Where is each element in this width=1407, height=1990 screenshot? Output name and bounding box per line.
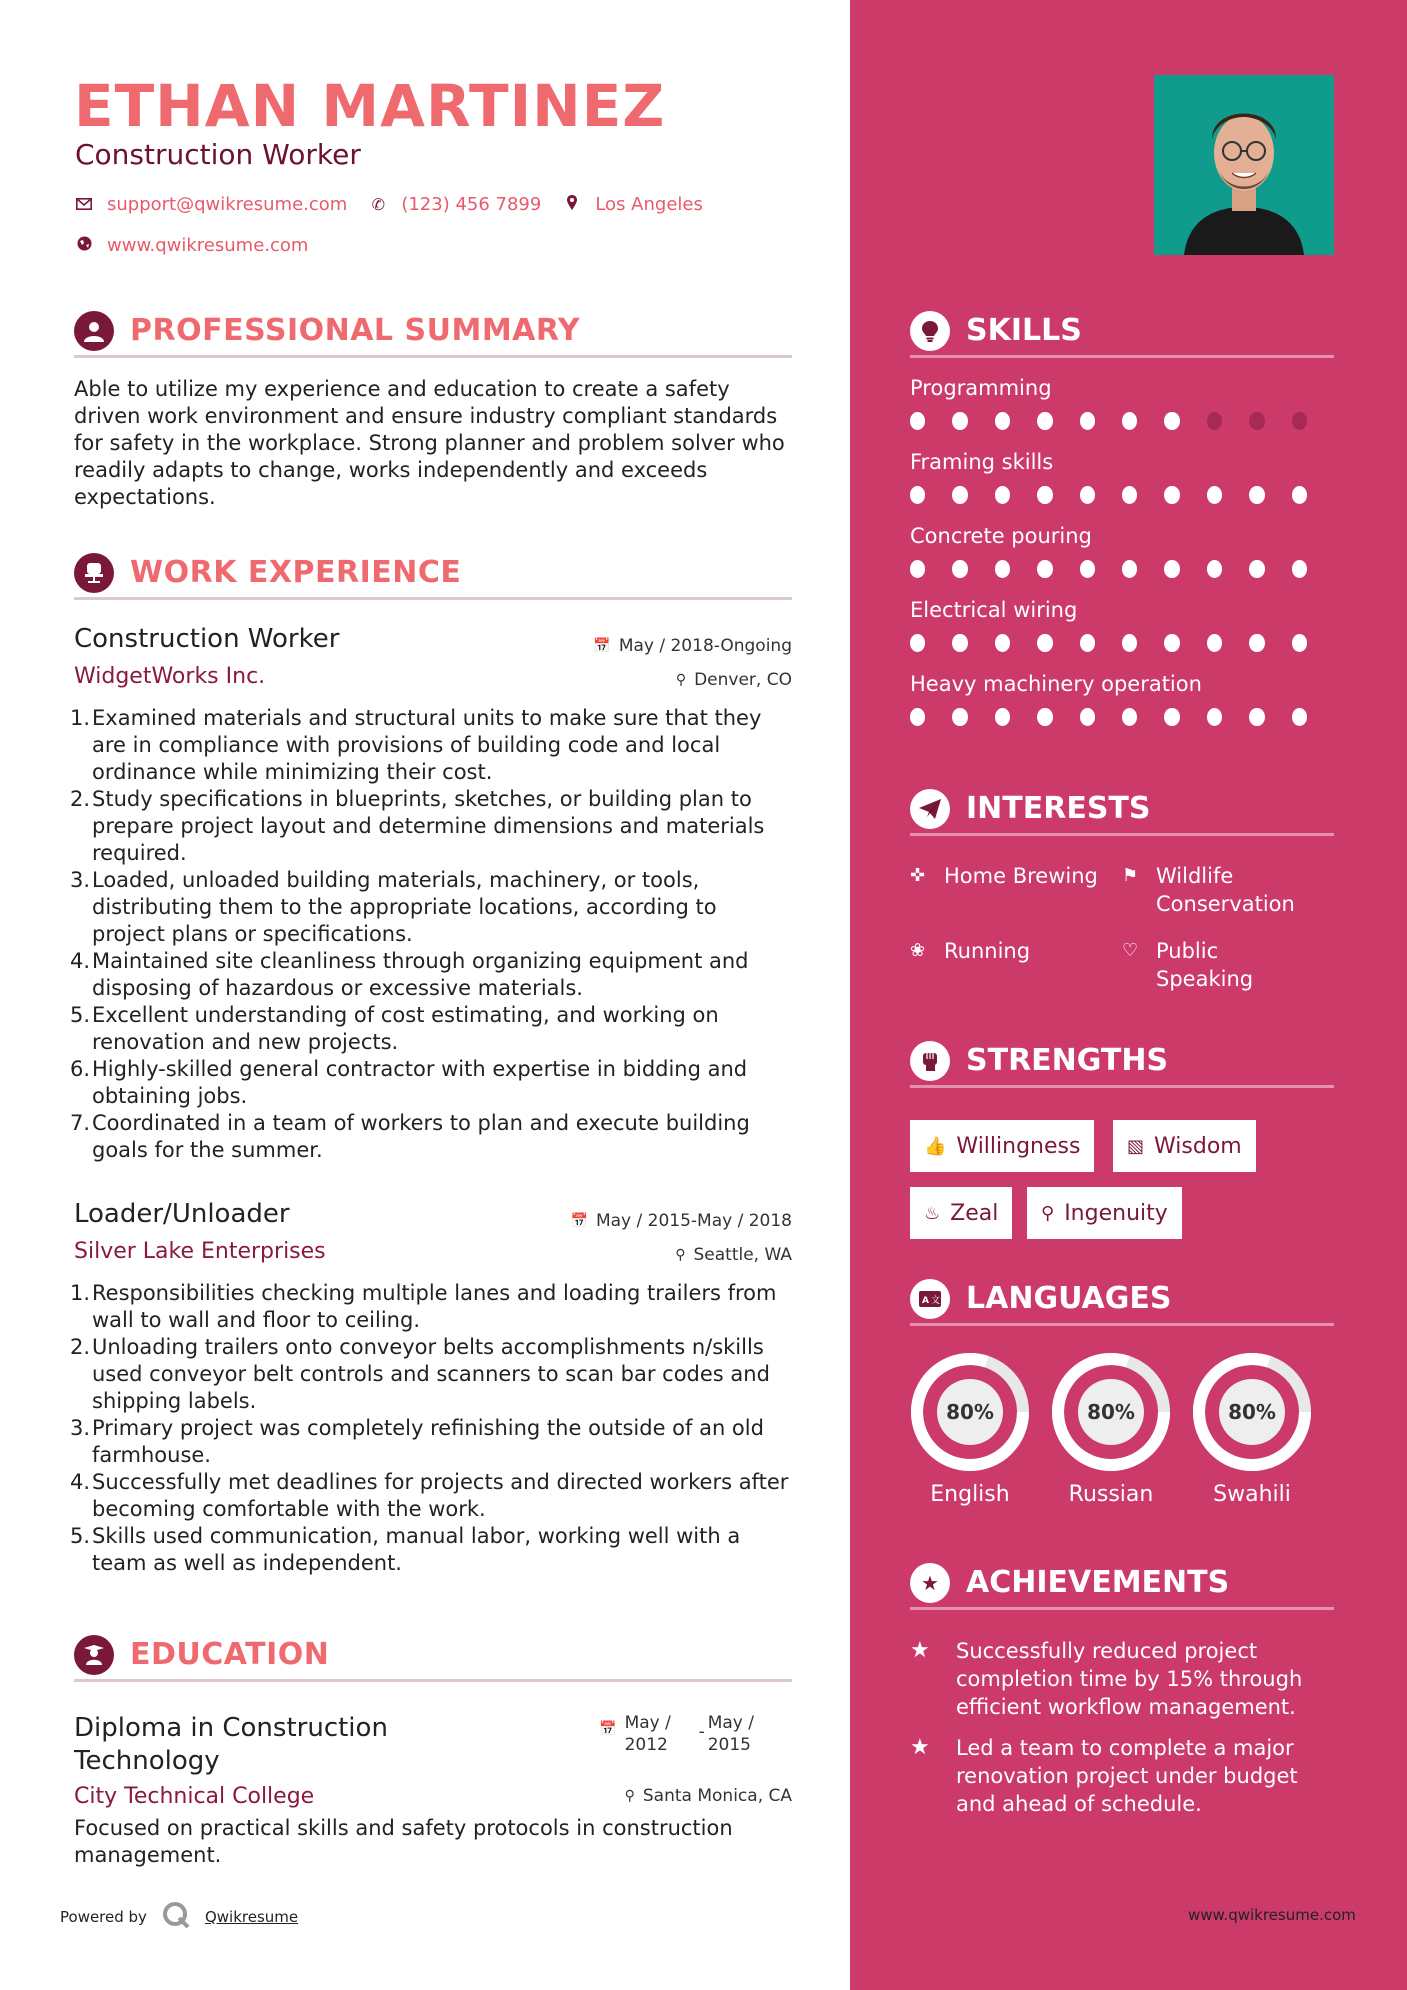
list-item: 5. Skills used communication, manual labor, working well with a team as well as independent. <box>70 1524 741 1575</box>
list-item: 1. Responsibilities checking multiple lanes and loading trailers from wall to wall and floor to ceiling. <box>70 1281 777 1332</box>
skill-row <box>910 450 1334 524</box>
interest-label: Running <box>944 939 1031 963</box>
skill-dot-filled <box>952 486 967 504</box>
thumbtack-icon: ⚲ <box>624 1788 635 1804</box>
skill-rating <box>910 634 1334 652</box>
skill-dot-filled <box>1249 634 1264 652</box>
fist-icon <box>910 1041 950 1081</box>
skill-dot-filled <box>910 560 925 578</box>
language-item <box>1192 1352 1312 1507</box>
list-item: 5. Excellent understanding of cost estimating, and working on renovation and new projects. <box>70 1003 719 1054</box>
thumbtack-icon: ⚲ <box>675 672 687 688</box>
candidate-role: Construction Worker <box>75 138 361 171</box>
skill-rating <box>910 560 1334 578</box>
interest-item <box>1122 862 1295 918</box>
skill-dot-filled <box>1080 708 1095 726</box>
qwikresume-link[interactable]: Qwikresume <box>204 1908 299 1926</box>
education-description: Focused on practical skills and safety protocols in construction management. <box>74 1816 733 1867</box>
degree-line-1: Diploma in Construction <box>74 1713 388 1743</box>
education-title: EDUCATION <box>130 1637 330 1672</box>
skill-dot-filled <box>952 634 967 652</box>
job-title: Loader/Unloader <box>74 1199 290 1229</box>
skill-dot-filled <box>1037 708 1052 726</box>
achievement-item <box>910 1734 1334 1818</box>
skill-row <box>910 376 1334 450</box>
strengths-section <box>910 1042 1334 1088</box>
skill-dot-filled <box>1207 708 1222 726</box>
achievement-text: Successfully reduced project completion time by 15% through efficient workflow management. <box>956 1639 1303 1719</box>
thumbtack-icon: ⚲ <box>675 1247 686 1263</box>
skill-dot-filled <box>1249 560 1264 578</box>
education-start: May / 2012 <box>624 1713 671 1755</box>
achievements-heading <box>910 1564 1334 1610</box>
skill-dot-filled <box>910 412 925 430</box>
job-date <box>593 636 792 656</box>
skill-dot-filled <box>1037 486 1052 504</box>
interest-item <box>910 937 1030 965</box>
skill-name: Electrical wiring <box>910 598 1078 622</box>
strength-label: Zeal <box>950 1200 999 1226</box>
list-item: 1. Examined materials and structural units to make sure that they are in compliance with provisions of building code and local ordinance while minimizing their cost. <box>70 706 762 784</box>
skill-dot-filled <box>1207 634 1222 652</box>
skill-name: Programming <box>910 376 1052 400</box>
list-item: 4. Maintained site cleanliness through organizing equipment and disposing of hazardous or excessive materials. <box>70 949 749 1000</box>
achievements-title: ACHIEVEMENTS <box>966 1565 1230 1600</box>
strengths-title: STRENGTHS <box>966 1043 1169 1078</box>
achievement-item <box>910 1637 1334 1721</box>
summary-section <box>74 312 792 511</box>
skills-heading <box>910 312 1334 358</box>
degree-line-2: Technology <box>74 1746 220 1776</box>
education-end: May / 2015 <box>707 1713 754 1755</box>
list-item: 2. Study specifications in blueprints, sketches, or building plan to prepare project layout and determine dimensions and materials required. <box>70 787 765 865</box>
job-company: WidgetWorks Inc. <box>74 664 266 689</box>
language-name: Russian <box>1068 1482 1154 1507</box>
svg-text:文: 文 <box>931 1295 941 1306</box>
skill-dot-filled <box>1207 486 1222 504</box>
email-link[interactable]: support@qwikresume.com <box>107 194 348 215</box>
job-location-text: Denver, CO <box>694 670 792 690</box>
strength-chip <box>1027 1187 1182 1239</box>
language-item <box>1051 1352 1171 1507</box>
list-item: 3. Loaded, unloaded building materials, machinery, or tools, distributing them to the appropriate locations, according to project plans or specifications. <box>70 868 717 946</box>
skill-dot-filled <box>910 708 925 726</box>
qwikresume-logo-icon <box>161 1900 191 1934</box>
skill-dot-filled <box>910 486 925 504</box>
languages-heading <box>910 1280 1334 1326</box>
job-date-text: May / 2015-May / 2018 <box>595 1211 792 1231</box>
star-icon: ★ <box>910 1563 950 1603</box>
svg-text:A: A <box>922 1295 929 1306</box>
skill-dot-filled <box>952 708 967 726</box>
skill-dot-filled <box>1164 412 1179 430</box>
experience-section <box>74 554 792 600</box>
skill-rating <box>910 412 1334 430</box>
fire-icon: ♨ <box>924 1202 941 1224</box>
strength-chip <box>910 1187 1012 1239</box>
graduate-icon <box>74 1635 114 1675</box>
skill-dot-filled <box>1292 486 1307 504</box>
website-link[interactable]: www.qwikresume.com <box>107 235 309 256</box>
calendar-icon: 📅 <box>599 1721 617 1737</box>
skill-dot-filled <box>1122 634 1137 652</box>
phone-icon: ✆ <box>371 195 386 214</box>
job-company: Silver Lake Enterprises <box>74 1239 326 1264</box>
skill-dot-filled <box>1122 708 1137 726</box>
education-dates <box>599 1712 754 1756</box>
summary-text: Able to utilize my experience and education to create a safety driven work environment and ensure industry compliant standards for safety in the workplace. Strong planner and problem solver who readily adapts to change, works independently and exceeds expectations. <box>74 377 785 509</box>
book-icon: ▧ <box>1127 1135 1145 1157</box>
skill-dot-filled <box>1292 634 1307 652</box>
language-item <box>910 1352 1030 1507</box>
flag-icon: ⚑ <box>1122 865 1139 886</box>
interest-item <box>910 862 1098 890</box>
skill-name: Heavy machinery operation <box>910 672 1202 696</box>
experience-heading <box>74 554 792 600</box>
education-location <box>625 1786 792 1806</box>
skill-dot-filled <box>995 634 1010 652</box>
phone-text: (123) 456 7899 <box>401 194 542 215</box>
skills-title: SKILLS <box>966 313 1082 348</box>
shooting-star-icon: ★ <box>910 1735 930 1760</box>
job-location-text: Seattle, WA <box>693 1245 792 1265</box>
calendar-icon: 📅 <box>593 638 611 654</box>
skill-dot-filled <box>995 486 1010 504</box>
strengths-heading <box>910 1042 1334 1088</box>
language-name: English <box>930 1482 1010 1507</box>
skill-row <box>910 598 1334 672</box>
strength-label: Willingness <box>956 1133 1081 1159</box>
interests-section <box>910 790 1334 836</box>
language-ring <box>910 1352 1030 1472</box>
envelope-icon <box>75 195 93 214</box>
job-location <box>676 670 792 690</box>
job-date-text: May / 2018-Ongoing <box>618 636 792 656</box>
skill-name: Concrete pouring <box>910 524 1092 548</box>
language-name: Swahili <box>1213 1482 1291 1507</box>
thumbs-up-icon: 👍 <box>924 1135 947 1157</box>
skill-dot-filled <box>1292 708 1307 726</box>
paw-icon: ❀ <box>910 940 926 961</box>
skill-dot-filled <box>1037 412 1052 430</box>
strength-label: Wisdom <box>1154 1133 1242 1159</box>
achievement-text: Led a team to complete a major renovation project under budget and ahead of schedule. <box>956 1736 1298 1816</box>
summary-heading <box>74 312 792 358</box>
skill-dot-empty <box>1207 412 1222 430</box>
skill-dot-filled <box>910 634 925 652</box>
skill-dot-filled <box>1164 708 1179 726</box>
website-row <box>75 235 330 256</box>
skill-row <box>910 672 1334 746</box>
skill-dot-filled <box>1080 486 1095 504</box>
globe-icon <box>75 236 93 255</box>
languages-title: LANGUAGES <box>966 1281 1172 1316</box>
school-name: City Technical College <box>74 1784 315 1809</box>
skill-dot-filled <box>1037 634 1052 652</box>
list-item: 6. Highly-skilled general contractor with expertise in bidding and obtaining jobs. <box>70 1057 748 1108</box>
skill-dot-filled <box>1164 560 1179 578</box>
office-chair-icon <box>74 553 114 593</box>
list-item: 3. Primary project was completely refinishing the outside of an old farmhouse. <box>70 1416 764 1467</box>
paper-plane-icon <box>910 789 950 829</box>
lightbulb-icon: ⚲ <box>1041 1202 1055 1224</box>
job-duties <box>70 1280 792 1577</box>
powered-by <box>60 1900 298 1934</box>
skill-dot-filled <box>1249 708 1264 726</box>
contact-row <box>75 194 725 215</box>
list-item: 2. Unloading trailers onto conveyor belts accomplishments n/skills used conveyor belt controls and scanners to scan bar codes and shipping labels. <box>70 1335 770 1413</box>
job-duties <box>70 705 792 1164</box>
language-ring <box>1051 1352 1171 1472</box>
map-pin-icon <box>563 195 581 214</box>
job-date <box>571 1211 792 1231</box>
skill-dot-filled <box>1122 560 1137 578</box>
achievements-section <box>910 1564 1334 1610</box>
interest-item <box>1122 937 1253 993</box>
strength-label: Ingenuity <box>1064 1200 1168 1226</box>
interest-label: Public Speaking <box>1156 939 1254 991</box>
language-percent: 80% <box>946 1400 994 1424</box>
interests-heading <box>910 790 1334 836</box>
education-heading <box>74 1636 792 1682</box>
summary-title: PROFESSIONAL SUMMARY <box>130 313 581 348</box>
skill-dot-filled <box>1249 486 1264 504</box>
skill-dot-filled <box>995 412 1010 430</box>
job-title: Construction Worker <box>74 624 340 654</box>
skill-dot-filled <box>1080 412 1095 430</box>
candidate-name: ETHAN MARTINEZ <box>74 72 666 140</box>
skill-rating <box>910 486 1334 504</box>
profile-photo-image <box>1154 75 1334 255</box>
education-entry <box>74 1712 792 1882</box>
location-text: Los Angeles <box>595 194 703 215</box>
profile-photo <box>1154 75 1334 255</box>
skills-list <box>910 376 1334 746</box>
job-2 <box>70 1199 792 1589</box>
skill-dot-filled <box>952 560 967 578</box>
lightbulb-icon <box>910 311 950 351</box>
skill-dot-filled <box>1164 634 1179 652</box>
skill-dot-filled <box>1122 412 1137 430</box>
job-location <box>675 1245 792 1265</box>
skill-dot-filled <box>1207 560 1222 578</box>
footer-website[interactable]: www.qwikresume.com <box>1188 1906 1356 1924</box>
education-section <box>74 1636 792 1682</box>
skill-dot-empty <box>1249 412 1264 430</box>
language-percent: 80% <box>1228 1400 1276 1424</box>
job-1 <box>70 624 792 1184</box>
skill-dot-empty <box>1292 412 1307 430</box>
user-icon <box>74 311 114 351</box>
interests-title: INTERESTS <box>966 791 1151 826</box>
skill-dot-filled <box>952 412 967 430</box>
skill-dot-filled <box>1037 560 1052 578</box>
puzzle-icon: ✜ <box>910 865 926 886</box>
heartbeat-icon: ♡ <box>1122 940 1139 961</box>
strength-chip <box>1113 1120 1256 1172</box>
list-item: 4. Successfully met deadlines for projects and directed workers after becoming comfortable with the work. <box>70 1470 789 1521</box>
calendar-icon: 📅 <box>570 1213 588 1229</box>
language-ring <box>1192 1352 1312 1472</box>
powered-by-label: Powered by <box>60 1908 147 1926</box>
skills-section <box>910 312 1334 746</box>
skill-dot-filled <box>1080 560 1095 578</box>
shooting-star-icon: ★ <box>910 1638 930 1663</box>
date-separator: - <box>698 1722 705 1742</box>
skill-dot-filled <box>1080 634 1095 652</box>
interest-label: Wildlife Conservation <box>1156 864 1295 916</box>
skill-dot-filled <box>995 708 1010 726</box>
strength-chip <box>910 1120 1094 1172</box>
skill-name: Framing skills <box>910 450 1054 474</box>
skill-row <box>910 524 1334 598</box>
languages-section <box>910 1280 1334 1326</box>
skill-dot-filled <box>1164 486 1179 504</box>
language-percent: 80% <box>1087 1400 1135 1424</box>
experience-title: WORK EXPERIENCE <box>130 555 462 590</box>
skill-rating <box>910 708 1334 726</box>
skill-dot-filled <box>1122 486 1137 504</box>
language-icon <box>910 1279 950 1319</box>
interest-label: Home Brewing <box>944 864 1098 888</box>
education-location-text: Santa Monica, CA <box>642 1786 792 1806</box>
skill-dot-filled <box>995 560 1010 578</box>
list-item: 7. Coordinated in a team of workers to plan and execute building goals for the summer. <box>70 1111 750 1162</box>
skill-dot-filled <box>1292 560 1307 578</box>
